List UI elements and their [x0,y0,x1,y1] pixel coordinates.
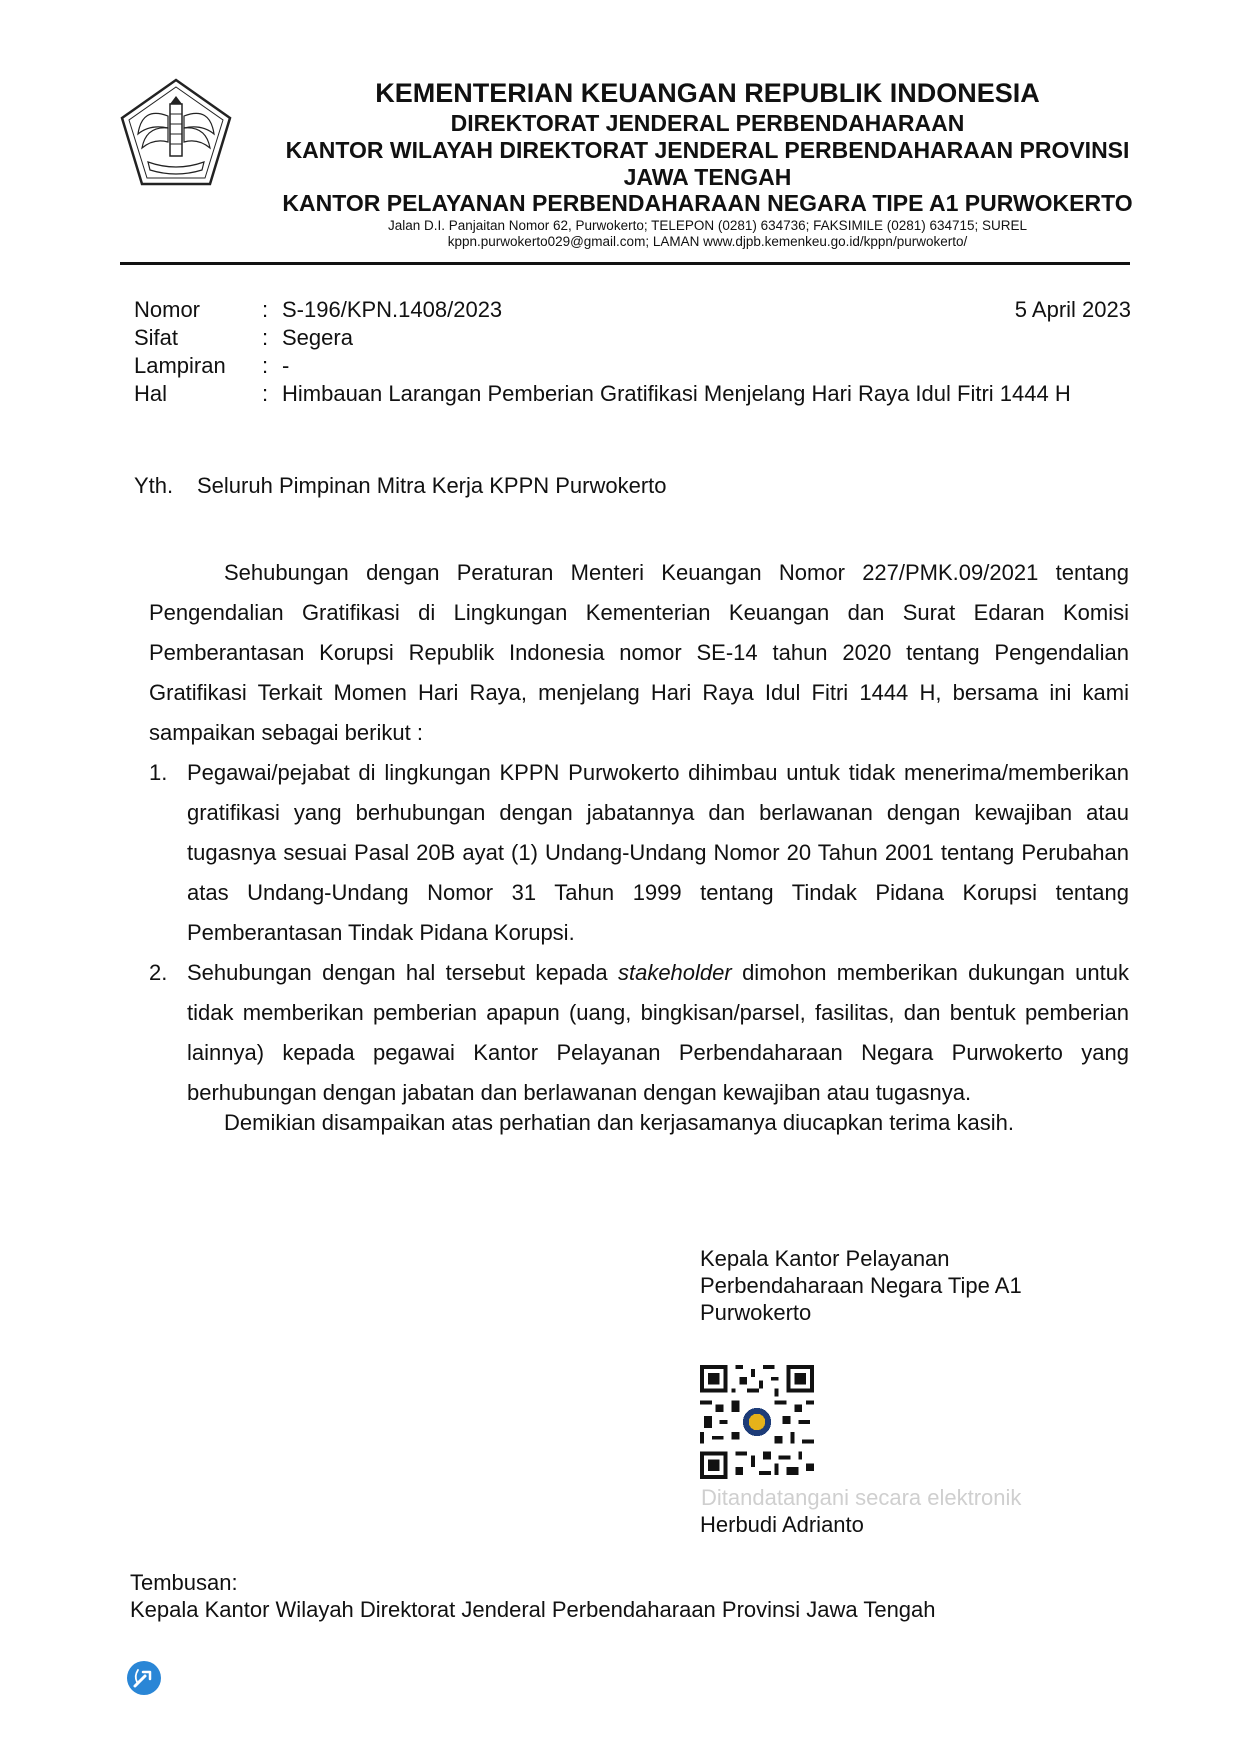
list-number: 2. [149,960,168,985]
list-item [149,953,1129,1113]
sifat-label: Sifat [134,325,179,350]
opening-text: Sehubungan dengan Peraturan Menteri Keuangan Nomor 227/PMK.09/2021 tentang Pengendalian Gratifikasi di Lingkungan Kementerian Keuangan dan Surat Edaran Komisi Pemberantasan Korupsi Republik Indonesia nomor SE-14 tahun 2020 tentang Pengendalian Gratifikasi Terkait Momen Hari Raya, menjelang Hari Raya Idul Fitri 1444 H, bersama ini kami sampaikan sebagai berikut : [149,560,1129,745]
hal-value: Himbauan Larangan Pemberian Gratifikasi Menjelang Hari Raya Idul Fitri 1444 H [282,381,1071,406]
letterhead-service-office: KANTOR PELAYANAN PERBENDAHARAAN NEGARA TIPE A1 PURWOKERTO [282,190,1133,216]
electronic-signature-note: Ditandatangani secara elektronik [701,1485,1022,1510]
letterhead-directorate: DIREKTORAT JENDERAL PERBENDAHARAAN [450,110,965,136]
list-item [149,753,1129,953]
cc-label: Tembusan: [130,1570,238,1595]
sifat-value: Segera [282,325,353,350]
letterhead-address: Jalan D.I. Panjaitan Nomor 62, Purwokerto; TELEPON (0281) 634736; FAKSIMILE (0281) 634715; SUREL [387,218,1028,233]
hal-colon: : [262,381,269,406]
list-item-text-pre: Sehubungan dengan hal tersebut kepada [187,960,618,985]
lampiran-colon: : [262,353,269,378]
nomor-label: Nomor [134,297,201,322]
letterhead-regional-office: KANTOR WILAYAH DIREKTORAT JENDERAL PERBENDAHARAAN PROVINSI [285,137,1130,163]
kemenkeu-logo [118,76,234,188]
nomor-colon: : [262,297,269,322]
closing-sentence: Demikian disampaikan atas perhatian dan kerjasamanya diucapkan terima kasih. [224,1110,1014,1135]
hal-label: Hal [134,381,168,406]
signer-title-line2: Perbendaharaan Negara Tipe A1 [700,1273,1022,1298]
cc-recipient: Kepala Kantor Wilayah Direktorat Jenderal Perbendaharaan Provinsi Jawa Tengah [130,1597,936,1622]
list-item-text-post: dimohon memberikan dukungan untuk tidak memberikan pemberian apapun (uang, bingkisan/parsel, fasilitas, dan bentuk pemberian lainnya) kepada pegawai Kantor Pelayanan Perbendaharaan Negara Purwokerto yang berhubungan dengan jabatan dan berlawanan dengan kewajiban atau tugasnya. [187,960,1129,1105]
opening-paragraph [149,553,1129,753]
signer-name: Herbudi Adrianto [700,1512,864,1537]
signer-title-line1: Kepala Kantor Pelayanan [700,1246,950,1271]
recipient-prefix: Yth. [134,473,174,498]
letterhead-province: JAWA TENGAH [623,164,792,190]
signature-qr-code[interactable] [700,1365,814,1479]
verification-badge-icon [126,1660,162,1696]
sifat-colon: : [262,325,269,350]
nomor-value: S-196/KPN.1408/2023 [282,297,503,322]
list-number: 1. [149,760,168,785]
list-item-text: Pegawai/pejabat di lingkungan KPPN Purwokerto dihimbau untuk tidak menerima/memberikan gratifikasi yang berhubungan dengan jabatannya dan berlawanan dengan kewajiban atau tugasnya sesuai Pasal 20B ayat (1) Undang-Undang Nomor 20 Tahun 2001 tentang Perubahan atas Undang-Undang Nomor 31 Tahun 1999 tentang Tindak Pidana Korupsi tentang Pemberantasan Tindak Pidana Korupsi. [187,760,1129,945]
recipient-name: Seluruh Pimpinan Mitra Kerja KPPN Purwokerto [197,473,667,498]
lampiran-value: - [282,353,290,378]
numbered-list [149,753,1129,1113]
letterhead-ministry: KEMENTERIAN KEUANGAN REPUBLIK INDONESIA [375,78,1040,108]
signer-title-line3: Purwokerto [700,1300,812,1325]
lampiran-label: Lampiran [134,353,226,378]
letterhead-divider [120,262,1130,265]
letter-date: 5 April 2023 [1014,297,1131,322]
letterhead-contact: kppn.purwokerto029@gmail.com; LAMAN www.djpb.kemenkeu.go.id/kppn/purwokerto/ [447,234,968,249]
list-item-text-italic: stakeholder [617,960,732,985]
